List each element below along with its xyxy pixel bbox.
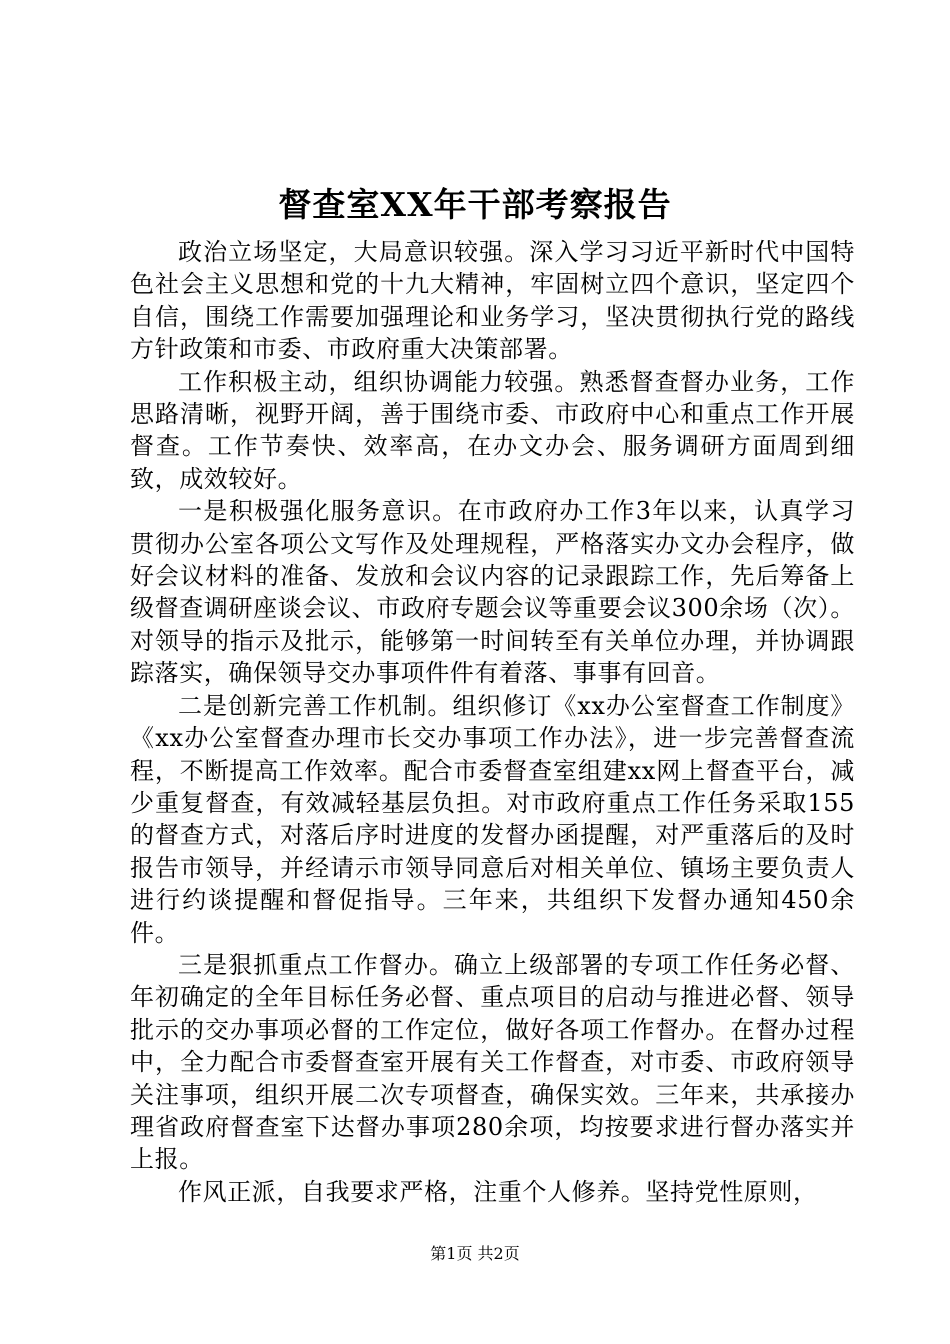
paragraph-work-style: 作风正派，自我要求严格，注重个人修养。坚持党性原则，	[178, 1177, 818, 1206]
document-body	[130, 236, 855, 1208]
paragraph-work-initiative: 工作积极主动，组织协调能力较强。熟悉督查督办业务，工作思路清晰，视野开阔，善于围绕市委、市政府中心和重点工作开展督查。工作节奏快、效率高，在办文办会、服务调研方面周到细致，成效较好。	[130, 367, 855, 493]
page-number-footer: 第1页 共2页	[430, 1244, 520, 1263]
paragraph-service-awareness: 一是积极强化服务意识。在市政府办工作3年以来，认真学习贯彻办公室各项公文写作及处理规程，严格落实办文办会程序，做好会议材料的准备、发放和会议内容的记录跟踪工作，先后筹备上级督查调研座谈会议、市政府专题会议等重要会议300余场（次）。对领导的指示及批示，能够第一时间转至有关单位办理，并协调跟踪落实，确保领导交办事项件件有着落、事事有回音。	[130, 497, 855, 688]
paragraph-key-supervision: 三是狠抓重点工作督办。确立上级部署的专项工作任务必督、年初确定的全年目标任务必督、重点项目的启动与推进必督、领导批示的交办事项必督的工作定位，做好各项工作督办。在督办过程中，全力配合市委督查室开展有关工作督查，对市委、市政府领导关注事项，组织开展二次专项督查，确保实效。三年来，共承接办理省政府督查室下达督办事项280余项，均按要求进行督办落实并上报。	[130, 950, 855, 1174]
paragraph-work-mechanism: 二是创新完善工作机制。组织修订《xx办公室督查工作制度》《xx办公室督查办理市长交办事项工作办法》，进一步完善督查流程，不断提高工作效率。配合市委督查室组建xx网上督查平台，减少重复督查，有效减轻基层负担。对市政府重点工作任务采取155的督查方式，对落后序时进度的发督办函提醒，对严重落后的及时报告市领导，并经请示市领导同意后对相关单位、镇场主要负责人进行约谈提醒和督促指导。三年来，共组织下发督办通知450余件。	[130, 691, 855, 947]
paragraph-political-stance: 政治立场坚定，大局意识较强。深入学习习近平新时代中国特色社会主义思想和党的十九大精神，牢固树立四个意识，坚定四个自信，围绕工作需要加强理论和业务学习，坚决贯彻执行党的路线方针政策和市委、市政府重大决策部署。	[130, 238, 855, 364]
document-title: 督查室XX年干部考察报告	[278, 185, 672, 224]
